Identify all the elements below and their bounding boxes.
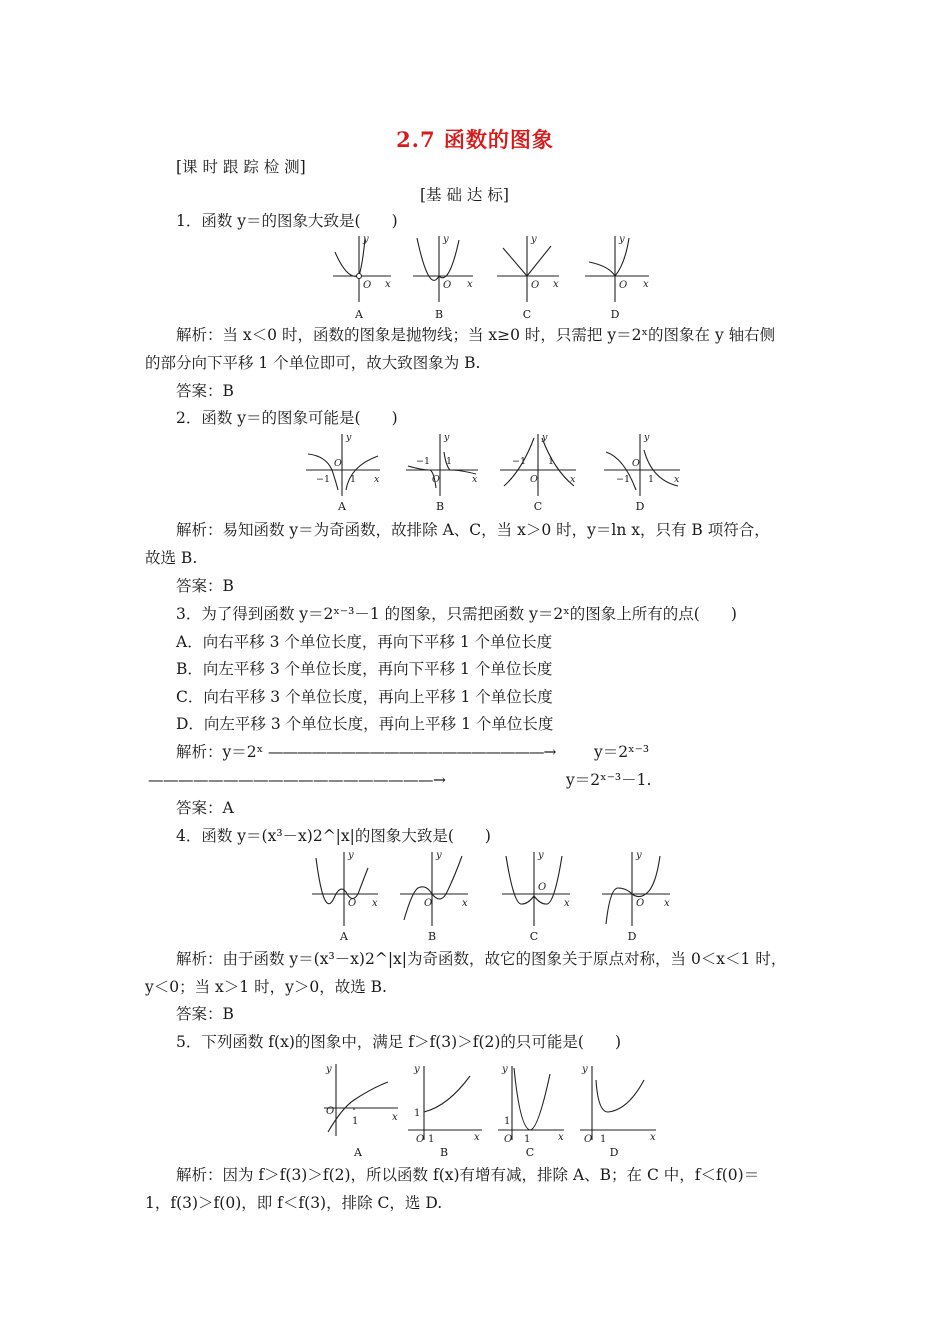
- q3-analysis-end: y＝2ˣ⁻³－1.: [566, 771, 652, 789]
- svg-text:O: O: [334, 458, 342, 469]
- svg-text:−1: −1: [416, 456, 431, 467]
- q1-analysis-line1: 解析：当 x＜0 时，函数的图象是抛物线；当 x≥0 时，只需把 y＝2ˣ的图象在 y 轴右侧: [176, 326, 776, 344]
- q2-answer: 答案：B: [176, 577, 234, 595]
- q4-analysis-line1: 解析：由于函数 y＝(x³－x)2^|x|为奇函数，故它的图象关于原点对称，当 0＜x＜1 时，: [176, 950, 787, 968]
- svg-text:−1: −1: [512, 456, 527, 467]
- q5-analysis-line1: 解析：因为 f＞f(3)＞f(2)，所以函数 f(x)有增有减，排除 A、B；在 C 中，f＜f(0)＝: [176, 1166, 760, 1184]
- q5-option-c-label: C: [525, 1146, 535, 1159]
- svg-text:O: O: [632, 458, 640, 469]
- svg-text:y: y: [436, 850, 442, 861]
- q1-stem: 1．函数 y＝的图象大致是( ): [176, 212, 398, 230]
- svg-text:1: 1: [648, 474, 655, 485]
- svg-text:y: y: [636, 850, 642, 861]
- q5-stem: 5．下列函数 f(x)的图象中，满足 f＞f(3)＞f(2)的只可能是( ): [176, 1033, 622, 1051]
- svg-text:O: O: [584, 1134, 593, 1145]
- svg-text:1: 1: [428, 1134, 435, 1145]
- svg-text:1: 1: [548, 456, 555, 467]
- svg-text:y: y: [363, 234, 369, 245]
- svg-text:1: 1: [446, 456, 453, 467]
- q3-choice-b: B．向左平移 3 个单位长度，再向下平移 1 个单位长度: [176, 660, 553, 678]
- svg-text:x: x: [474, 1132, 480, 1143]
- svg-text:O: O: [432, 474, 440, 485]
- svg-text:1: 1: [504, 1116, 511, 1127]
- svg-text:O: O: [619, 280, 628, 291]
- svg-text:x: x: [385, 279, 391, 290]
- q3-choice-d: D．向左平移 3 个单位长度，再向上平移 1 个单位长度: [176, 715, 554, 733]
- q1-figures: [325, 232, 665, 324]
- svg-text:O: O: [504, 1134, 513, 1145]
- svg-text:x: x: [472, 474, 478, 485]
- svg-text:1: 1: [414, 1108, 421, 1119]
- q3-analysis-start: 解析：y＝2ˣ: [176, 743, 264, 761]
- section-header: [课 时 跟 踪 检 测]: [176, 158, 306, 176]
- svg-text:O: O: [348, 898, 357, 909]
- svg-text:O: O: [326, 1106, 335, 1117]
- svg-text:O: O: [416, 1134, 425, 1145]
- subheader: [基 础 达 标]: [420, 186, 509, 204]
- q1-option-a-label: A: [355, 308, 363, 321]
- q3-answer: 答案：A: [176, 799, 234, 817]
- q1-option-b-label: B: [434, 308, 444, 321]
- q2-stem: 2．函数 y＝的图象可能是( ): [176, 409, 398, 427]
- q3-choice-a: A．向右平移 3 个单位长度，再向下平移 1 个单位长度: [176, 633, 553, 651]
- q4-answer: 答案：B: [176, 1005, 234, 1023]
- svg-text:x: x: [643, 279, 649, 290]
- q4-figures: [306, 848, 676, 944]
- svg-text:y: y: [538, 850, 544, 861]
- svg-text:x: x: [564, 898, 570, 909]
- svg-text:O: O: [443, 280, 452, 291]
- svg-text:x: x: [374, 474, 380, 485]
- svg-text:y: y: [444, 432, 450, 443]
- q1-option-d-label: D: [610, 308, 620, 321]
- q5-figures: [318, 1060, 668, 1160]
- page-title: 2.7 函数的图象: [396, 127, 554, 152]
- svg-text:1: 1: [350, 474, 357, 485]
- svg-text:−1: −1: [316, 474, 331, 485]
- q2-option-d-label: D: [635, 500, 645, 513]
- q1-answer: 答案：B: [176, 382, 234, 400]
- svg-text:1: 1: [600, 1134, 607, 1145]
- q4-option-a-label: A: [340, 930, 348, 943]
- svg-text:x: x: [650, 1132, 656, 1143]
- svg-text:O: O: [636, 898, 645, 909]
- svg-text:y: y: [443, 234, 449, 245]
- q2-option-b-label: B: [435, 500, 445, 513]
- q5-option-a-label: A: [354, 1146, 362, 1159]
- svg-text:x: x: [372, 898, 378, 909]
- q2-analysis-line2: 故选 B.: [145, 549, 198, 567]
- svg-text:x: x: [462, 898, 468, 909]
- q2-analysis-line1: 解析：易知函数 y＝为奇函数，故排除 A、C，当 x＞0 时，y＝ln x，只有 B 项符合，: [176, 521, 770, 539]
- q4-option-c-label: C: [529, 930, 539, 943]
- q5-option-d-label: D: [609, 1146, 619, 1159]
- q2-option-c-label: C: [533, 500, 543, 513]
- svg-text:x: x: [553, 279, 559, 290]
- svg-text:1: 1: [352, 1116, 359, 1127]
- q2-figures: [300, 430, 690, 516]
- svg-text:y: y: [542, 432, 548, 443]
- svg-text:y: y: [346, 432, 352, 443]
- q4-option-d-label: D: [627, 930, 637, 943]
- svg-text:y: y: [502, 1064, 508, 1075]
- q4-analysis-line2: y＜0；当 x＞1 时，y＞0，故选 B.: [145, 978, 387, 996]
- q1-analysis-line2: 的部分向下平移 1 个单位即可，故大致图象为 B.: [145, 354, 481, 372]
- q5-analysis-line2: 1，f(3)＞f(0)，即 f＜f(3)，排除 C，选 D.: [145, 1194, 443, 1212]
- q2-option-a-label: A: [338, 500, 346, 513]
- svg-text:O: O: [424, 898, 433, 909]
- svg-text:x: x: [674, 474, 680, 485]
- svg-text:x: x: [664, 898, 670, 909]
- svg-text:y: y: [644, 432, 650, 443]
- svg-text:y: y: [619, 234, 625, 245]
- svg-text:1: 1: [524, 1134, 531, 1145]
- q4-option-b-label: B: [427, 930, 437, 943]
- q3-choice-c: C．向右平移 3 个单位长度，再向上平移 1 个单位长度: [176, 688, 553, 706]
- svg-text:y: y: [326, 1064, 332, 1075]
- q4-stem: 4．函数 y＝(x³－x)2^|x|的图象大致是( ): [176, 827, 491, 845]
- svg-text:x: x: [392, 1112, 398, 1123]
- svg-text:O: O: [531, 280, 540, 291]
- svg-text:−1: −1: [616, 474, 631, 485]
- svg-text:x: x: [558, 1132, 564, 1143]
- q3-arrow-2: ———————————————————→: [148, 771, 446, 789]
- q3-stem: 3．为了得到函数 y＝2ˣ⁻³－1 的图象，只需把函数 y＝2ˣ的图象上所有的点( ): [176, 605, 737, 623]
- q3-arrow-1: ———————————————————→: [268, 743, 556, 761]
- svg-text:x: x: [570, 474, 576, 485]
- svg-text:O: O: [530, 474, 538, 485]
- q1-option-c-label: C: [522, 308, 532, 321]
- svg-text:O: O: [363, 280, 372, 291]
- q3-analysis-mid: y＝2ˣ⁻³: [594, 743, 650, 761]
- svg-text:x: x: [467, 279, 473, 290]
- svg-text:y: y: [582, 1064, 588, 1075]
- svg-text:y: y: [348, 850, 354, 861]
- svg-text:y: y: [531, 234, 537, 245]
- q5-option-b-label: B: [439, 1146, 449, 1159]
- svg-text:O: O: [538, 882, 547, 893]
- svg-text:y: y: [414, 1064, 420, 1075]
